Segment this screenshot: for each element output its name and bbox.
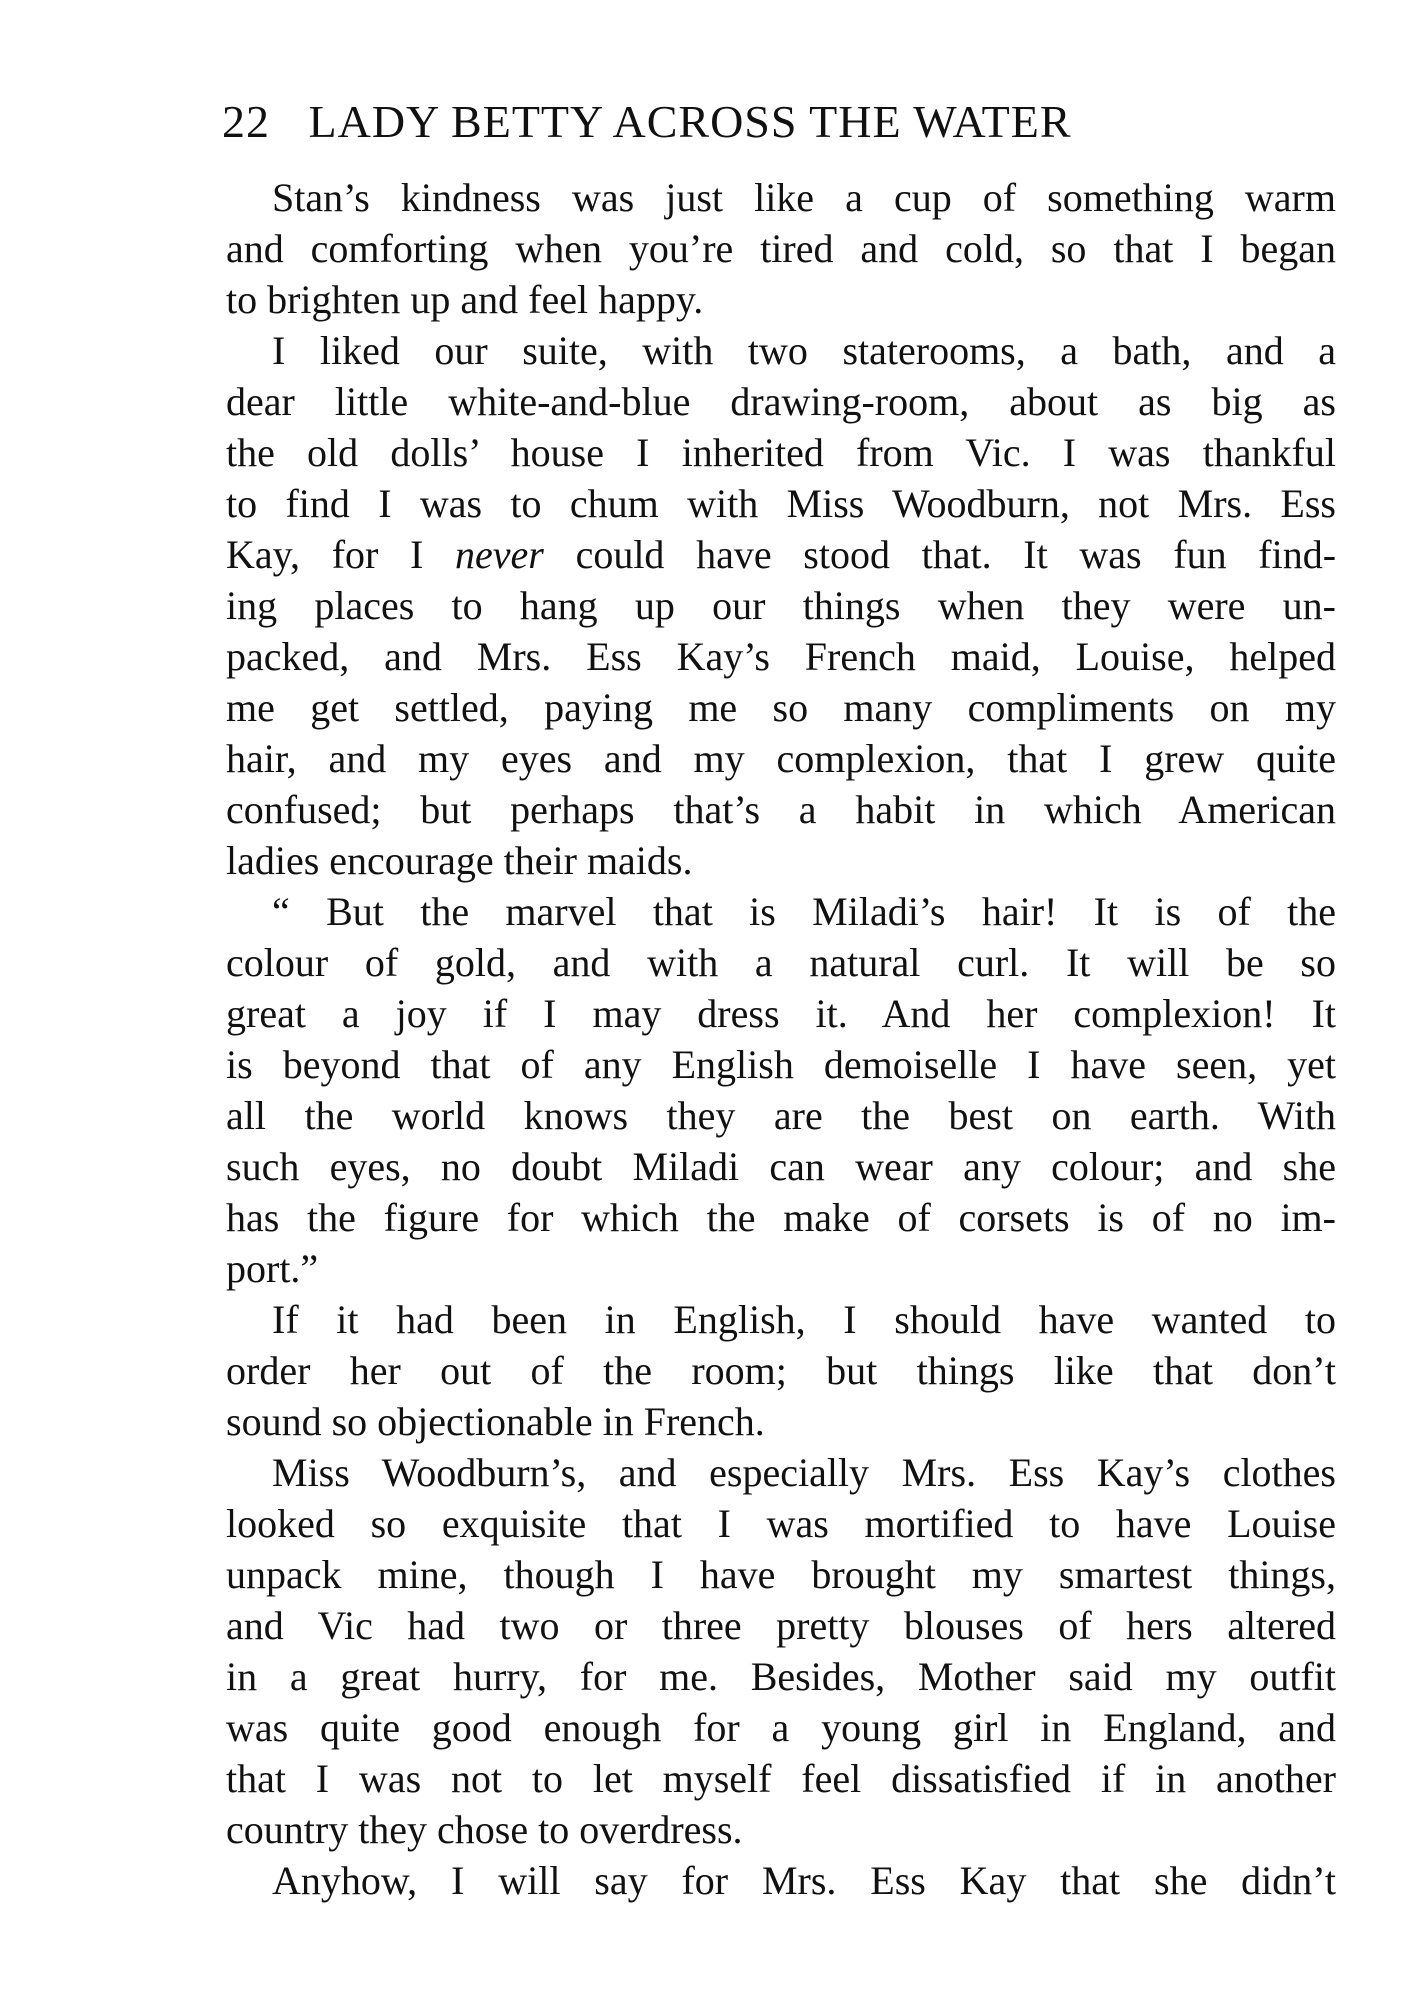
emphasized-word: never — [455, 532, 544, 577]
text-line: unpack mine, though I have brought my smartest things, — [226, 1552, 1336, 1597]
text-line: country they chose to overdress. — [226, 1807, 743, 1852]
text-line: and comforting when you’re tired and cold, so that I began — [226, 226, 1336, 271]
text-line: Stan’s kindness was just like a cup of something warm — [272, 175, 1336, 220]
text-line: dear little white-and-blue drawing-room, about as big as — [226, 379, 1336, 424]
text-line: in a great hurry, for me. Besides, Mother said my outfit — [226, 1654, 1336, 1699]
book-title: LADY BETTY ACROSS THE WATER — [308, 96, 1072, 147]
text-line: all the world knows they are the best on earth. With — [226, 1093, 1336, 1138]
text-line: I liked our suite, with two staterooms, a bath, and a — [272, 328, 1336, 373]
text-line: “ But the marvel that is Miladi’s hair! It is of the — [272, 889, 1336, 934]
text-line: packed, and Mrs. Ess Kay’s French maid, Louise, helped — [226, 634, 1336, 679]
text-line: was quite good enough for a young girl in England, and — [226, 1705, 1336, 1750]
text-line: me get settled, paying me so many compliments on my — [226, 685, 1336, 730]
text-line: great a joy if I may dress it. And her complexion! It — [226, 991, 1336, 1036]
text-line: Anyhow, I will say for Mrs. Ess Kay that she didn’t — [272, 1858, 1336, 1903]
text-line: If it had been in English, I should have wanted to — [272, 1297, 1336, 1342]
running-head — [222, 92, 1232, 152]
text-line: hair, and my eyes and my complexion, that I grew quite — [226, 736, 1336, 781]
text-line: and Vic had two or three pretty blouses of hers altered — [226, 1603, 1336, 1648]
text-line: to brighten up and feel happy. — [226, 277, 704, 322]
text-line: port.” — [226, 1246, 319, 1291]
text-line: confused; but perhaps that’s a habit in which American — [226, 787, 1336, 832]
text-fragment: Kay, for I — [226, 532, 424, 577]
text-line: order her out of the room; but things like that don’t — [226, 1348, 1336, 1393]
text-line: to find I was to chum with Miss Woodburn, not Mrs. Ess — [226, 481, 1336, 526]
text-line: Miss Woodburn’s, and especially Mrs. Ess Kay’s clothes — [272, 1450, 1336, 1495]
text-line: colour of gold, and with a natural curl. It will be so — [226, 940, 1336, 985]
body-text — [226, 172, 1336, 1906]
text-line: the old dolls’ house I inherited from Vic. I was thankful — [226, 430, 1336, 475]
text-line: is beyond that of any English demoiselle I have seen, yet — [226, 1042, 1336, 1087]
text-line: sound so objectionable in French. — [226, 1399, 765, 1444]
text-line-with-emphasis — [226, 529, 1336, 580]
text-line: ing places to hang up our things when they were un- — [226, 583, 1336, 628]
text-line: such eyes, no doubt Miladi can wear any colour; and she — [226, 1144, 1336, 1189]
text-fragment: could have stood that. It was fun find- — [575, 532, 1337, 577]
page-number: 22 — [222, 96, 270, 147]
text-line: looked so exquisite that I was mortified to have Louise — [226, 1501, 1336, 1546]
text-line: that I was not to let myself feel dissatisfied if in another — [226, 1756, 1336, 1801]
text-line: ladies encourage their maids. — [226, 838, 693, 883]
text-line: has the figure for which the make of corsets is of no im- — [226, 1195, 1336, 1240]
